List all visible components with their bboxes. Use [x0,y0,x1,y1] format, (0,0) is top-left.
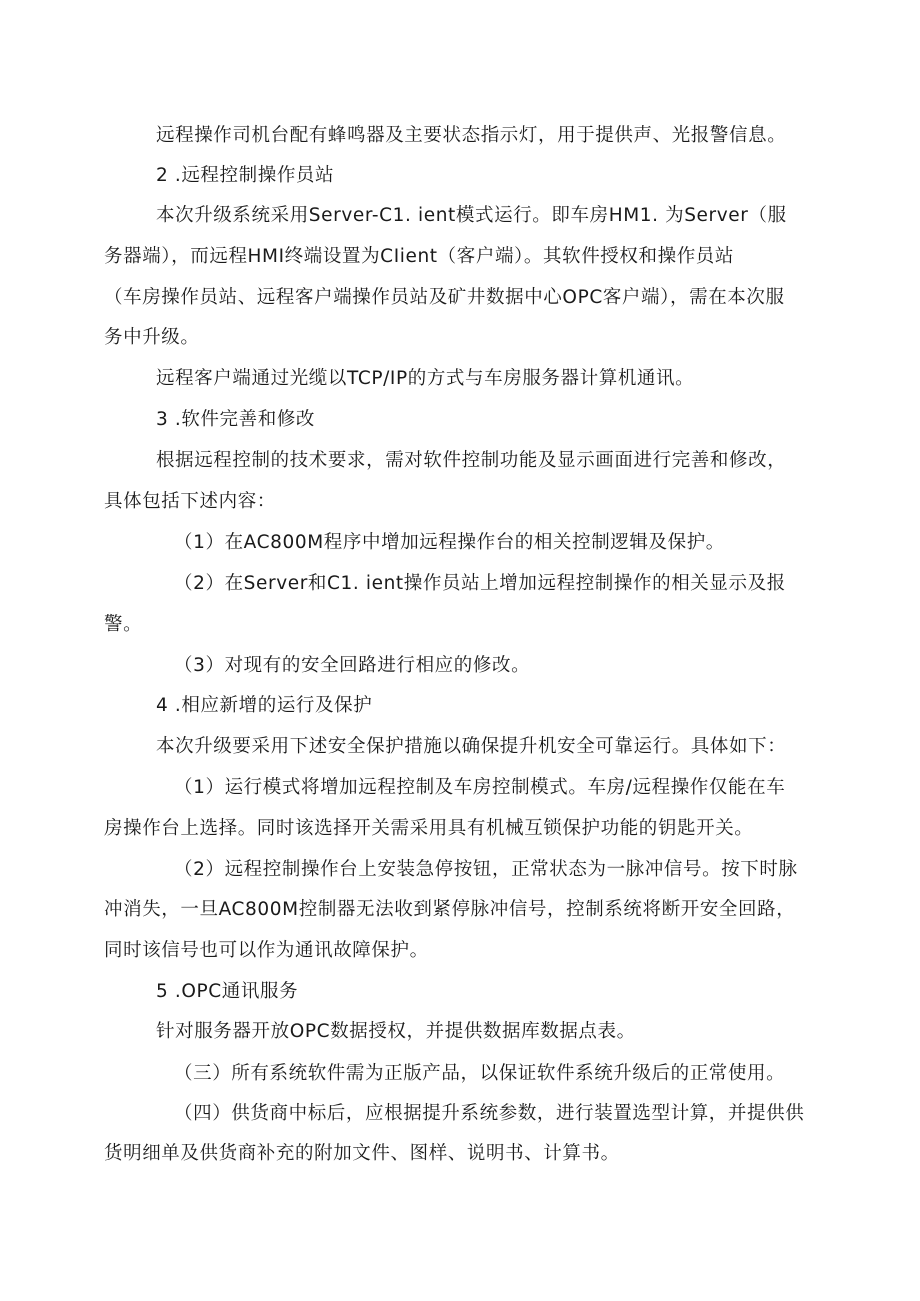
paragraph-line: 本次升级系统采用Server-C1. ient模式运行。即车房HM1. 为Server（服 [156,205,787,226]
paragraph-line: 本次升级要采用下述安全保护措施以确保提升机安全可靠运行。具体如下： [156,736,787,757]
paragraph-line: 远程操作司机台配有蜂鸣器及主要状态指示灯，用于提供声、光报警信息。 [156,125,787,146]
paragraph-line: 同时该信号也可以作为通讯故障保护。 [104,940,429,961]
list-item: （2）远程控制操作台上安装急停按钮，正常状态为一脉冲信号。按下时脉 [174,859,798,880]
paragraph-line: 务中升级。 [104,327,200,348]
paragraph-line: 具体包括下述内容： [104,491,276,512]
list-item: （2）在Server和C1. ient操作员站上增加远程控制操作的相关显示及报 [174,573,786,594]
list-item: （1）运行模式将增加远程控制及车房控制模式。车房/远程操作仅能在车 [174,777,786,798]
section-heading: 2 .远程控制操作员站 [156,165,335,186]
paragraph-line: 根据远程控制的技术要求，需对软件控制功能及显示画面进行完善和修改， [156,450,787,471]
paragraph-line: 警。 [104,614,143,635]
section-heading: 5 .OPC通讯服务 [156,981,299,1002]
list-item: （3）对现有的安全回路进行相应的修改。 [174,655,531,676]
paragraph-line: 务器端），而远程HMI终端设置为CIient（客户端）。其软件授权和操作员站 [104,246,735,267]
paragraph-line: 冲消失，一旦AC800M控制器无法收到紧停脉冲信号，控制系统将断开安全回路， [104,899,796,920]
list-item: （四）供货商中标后，应根据提升系统参数，进行装置选型计算，并提供供 [174,1103,805,1124]
list-item: （1）在AC800M程序中增加远程操作台的相关控制逻辑及保护。 [174,532,725,553]
list-item: （三）所有系统软件需为正版产品，以保证软件系统升级后的正常使用。 [174,1063,786,1084]
paragraph-line: 远程客户端通过光缆以TCP/IP的方式与车房服务器计算机通讯。 [156,368,695,389]
paragraph-line: 针对服务器开放OPC数据授权，并提供数据库数据点表。 [156,1021,636,1042]
paragraph-line: 货明细单及供货商补充的附加文件、图样、说明书、计算书。 [104,1143,620,1164]
paragraph-line: （车房操作员站、远程客户端操作员站及矿井数据中心OPC客户端），需在本次服 [104,287,785,308]
section-heading: 3 .软件完善和修改 [156,409,316,430]
section-heading: 4 .相应新增的运行及保护 [156,695,373,716]
paragraph-line: 房操作台上选择。同时该选择开关需采用具有机械互锁保护功能的钥匙开关。 [104,818,754,839]
